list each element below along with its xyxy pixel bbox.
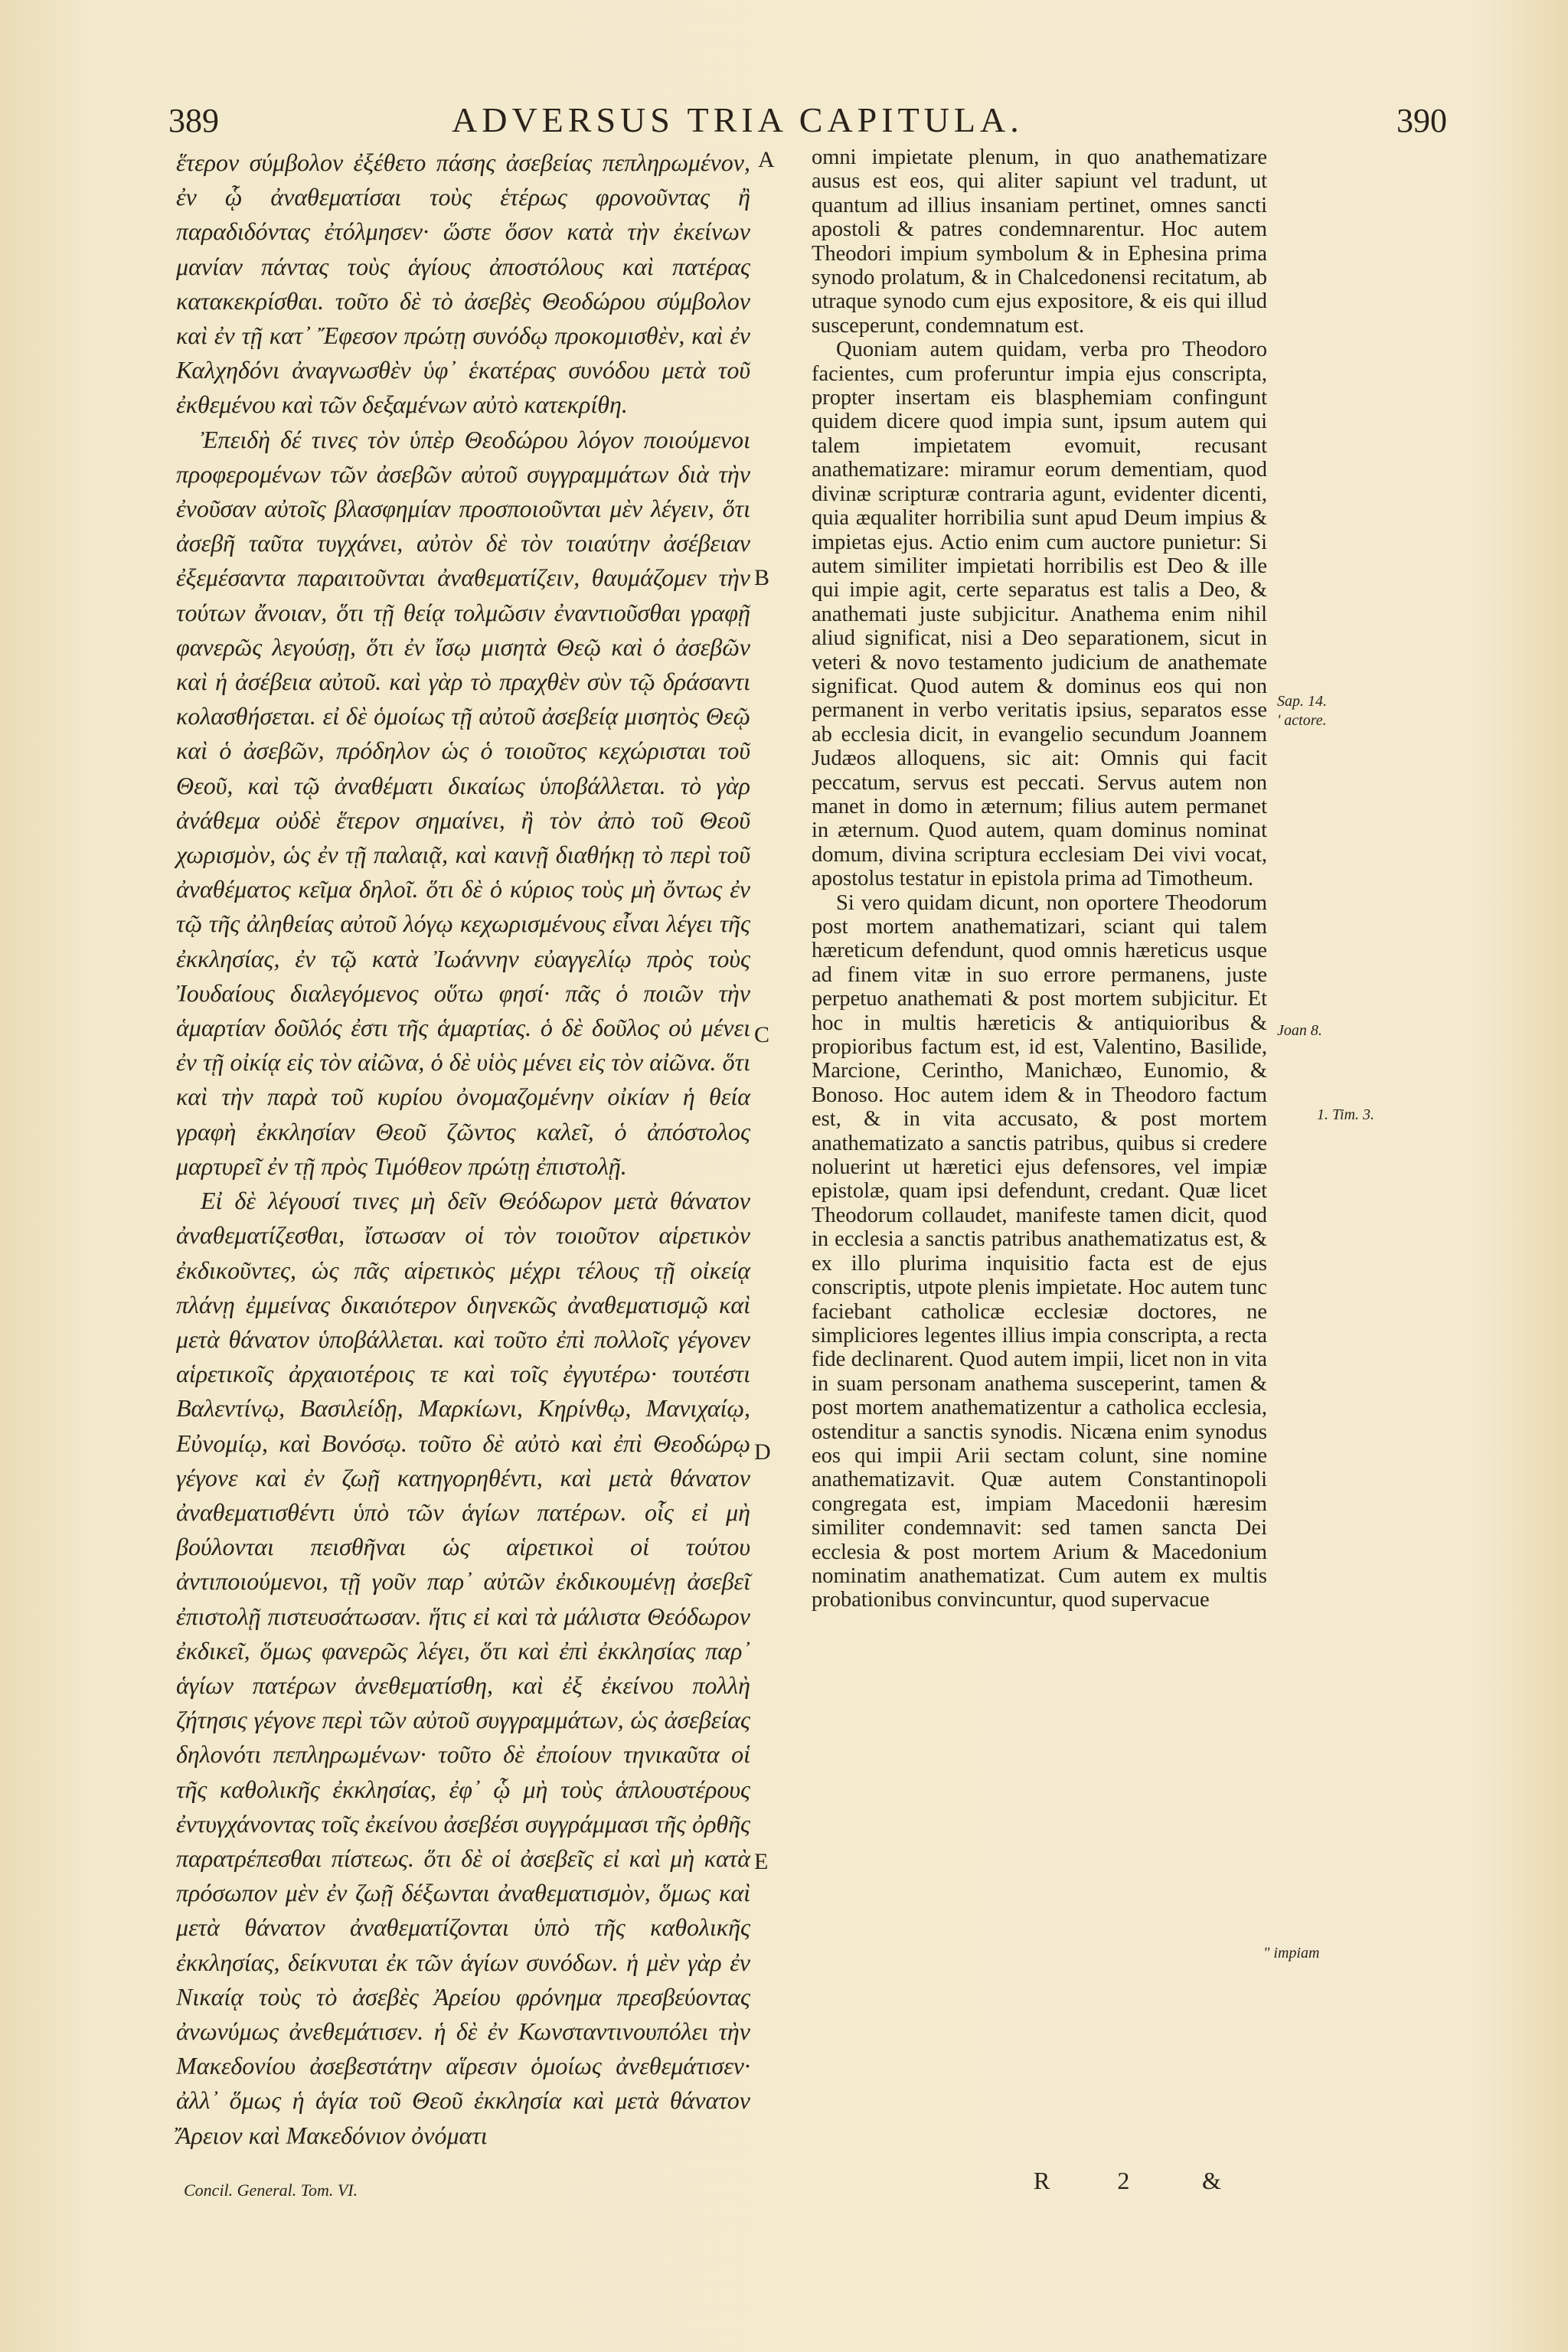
section-marker-c: C xyxy=(754,1022,770,1047)
section-marker-e: E xyxy=(754,1849,769,1874)
greek-paragraph: Εἰ δὲ λέγουσί τινες μὴ δεῖν Θεόδωρον μετὰ θάνατον ἀναθεματίζεσθαι, ἴστωσαν οἱ τὸν τοιοῦτον αἱρετικὸν ἐκδικοῦντες, ὡς πᾶς αἱρετικὸς μέχρι τέλους τῇ οἰκείᾳ πλάνῃ ἐμμείνας δικαιότερον διηνεκῶς ἀναθεματισμῷ καὶ μετὰ θάνατον ὑποβάλλεται. καὶ τοῦτο ἐπὶ πολλοῖς γέγονεν αἱρετικοῖς ἀρχαιοτέροις τε καὶ τοῖς ἐγγυτέρω· τουτέστι Βαλεντίνῳ, Βασιλείδῃ, Μαρκίωνι, Κηρίνθῳ, Μανιχαίῳ, Εὐνομίῳ, καὶ Βονόσῳ. τοῦτο δὲ αὐτὸ καὶ ἐπὶ Θεοδώρῳ γέγονε καὶ ἐν ζωῇ κατηγορηθέντι, καὶ μετὰ θάνατον ἀναθεματισθέντι ὑπὸ τῶν ἁγίων πατέρων. οἷς εἰ μὴ βούλονται πεισθῆναι ὡς αἱρετικοὶ οἱ τούτου ἀντιποιούμενοι, τῇ γοῦν παρ᾽ αὐτῶν ἐκδικουμένῃ ἀσεβεῖ ἐπιστολῇ πιστευσάτωσαν. ἥτις εἰ καὶ τὰ μάλιστα Θεόδωρον ἐκδικεῖ, ὅμως φανερῶς λέγει, ὅτι καὶ ἐπὶ ἐκκλησίας παρ᾽ ἁγίων πατέρων ἀνεθεματίσθη, καὶ ἐξ ἐκείνου πολλὴ ζήτησις γέγονε περὶ τῶν αὐτοῦ συγγραμμάτων, ὡς ἀσεβείας δηλονότι πεπληρωμένων· τοῦτο δὲ ἐποίουν τηνικαῦτα οἱ τῆς καθολικῆς ἐκκλησίας, ἐφ᾽ ᾧ μὴ τοὺς ἁπλουστέρους ἐντυγχάνοντας τοῖς ἐκείνου ἀσεβέσι συγγράμμασι τῆς ὀρθῆς παρατρέπεσθαι πίστεως. ὅτι δὲ οἱ ἀσεβεῖς εἰ καὶ μὴ κατὰ πρόσωπον μὲν ἐν ζωῇ δέξωνται ἀναθεματισμὸν, ὅμως καὶ μετὰ θάνατον ἀναθεματίζονται ὑπὸ τῆς καθολικῆς ἐκκλησίας, δείκνυται ἐκ τῶν ἁγίων συνόδων. ἡ μὲν γὰρ ἐν Νικαίᾳ τοὺς τὸ ἀσεβὲς Ἀρείου φρόνημα πρεσβεύοντας ἀνωνύμως ἀνεθεμάτισεν. ἡ δὲ ἐν Κωνσταντινουπόλει τὴν Μακεδονίου ἀσεβεστάτην αἵρεσιν ὁμοίως ἀνεθεμάτισεν· ἀλλ᾽ ὅμως ἡ ἁγία τοῦ Θεοῦ ἐκκλησία καὶ μετὰ θάνατον Ἄρειον καὶ Μακεδόνιον ὀνόματι xyxy=(176,1187,750,2149)
catchword: & xyxy=(1202,2167,1221,2194)
printer-signature: R 2 xyxy=(1034,2167,1161,2194)
running-title: ADVERSUS TRIA CAPITULA. xyxy=(452,100,1024,139)
latin-paragraph: omni impietate plenum, in quo anathematizare ausus est eos, qui aliter sapiunt vel tradunt, ut quantum ad illius insaniam pertinet, omnes sancti apostoli & patres condemnarentur. Hoc autem Theodori impium symbolum & in Ephesina prima synodo prolatum, & in Chalcedonensi recitatum, ab utraque synodo cum ejus expositore, & eis qui illud susceperunt, condemnatum est. xyxy=(812,145,1267,338)
marginal-note-joan: Joan 8. xyxy=(1277,1022,1322,1039)
latin-paragraph: Quoniam autem quidam, verba pro Theodoro facientes, cum proferuntur impia ejus conscripta, propter insertam eis blasphemiam confingunt quidem dicere quod impia sunt, ipsum autem qui talem impietatem evomuit, recusant anathematizare: miramur eorum dementiam, quod divinæ scripturæ contraria agunt, evidenter dicenti, quia æqualiter horribilia sunt apud Deum impius & impietas ejus. Actio enim cum auctore punietur: Si autem similiter impietati horribilis est Deo & ille qui impie agit, certe separatus est talis a Deo, & anathemati juste subjicitur. Anathema enim nihil aliud significat, nisi a Deo separationem, sicut in veteri & novo testamento judicium de anathemate significat. Quod autem & dominus eos qui non permanent in verbo veritatis ipsius, separatos esse ab ecclesia dicit, in evangelio secundum Joannem Judæos alloquens, sic ait: Omnis qui facit peccatum, servus est peccati. Servus autem non manet in domo in æternum; filius autem permanet in æternum. Quod autem, quam dominus nominat domum, divina scriptura ecclesiam Dei vivi vocat, apostolus testatur in epistola prima ad Timotheum. xyxy=(812,338,1267,891)
section-marker-d: D xyxy=(754,1439,771,1465)
right-page-number: 390 xyxy=(1396,102,1447,139)
latin-column xyxy=(812,145,1267,1612)
footer-signature-note: Concil. General. Tom. VI. xyxy=(184,2180,358,2200)
marginal-note-tim: 1. Tim. 3. xyxy=(1317,1106,1375,1123)
section-marker-b: B xyxy=(754,565,770,590)
marginal-note-impiam: ʺ impiam xyxy=(1263,1945,1320,1962)
greek-paragraph: ἕτερον σύμβολον ἐξέθετο πάσης ἀσεβείας πεπληρωμένον, ἐν ᾧ ἀναθεματίσαι τοὺς ἑτέρως φρονοῦντας ἢ παραδιδόντας ἐτόλμησεν· ὥστε ὅσον κατὰ τὴν ἐκείνων μανίαν πάντας τοὺς ἁγίους ἀποστόλους καὶ πατέρας κατακεκρίσθαι. τοῦτο δὲ τὸ ἀσεβὲς Θεοδώρου σύμβολον καὶ ἐν τῇ κατ᾽ Ἔφεσον πρώτῃ συνόδῳ προκομισθὲν, καὶ ἐν Καλχηδόνι ἀναγνωσθὲν ὑφ᾽ ἑκατέρας συνόδου μετὰ τοῦ ἐκθεμένου καὶ τῶν δεξαμένων αὐτὸ κατεκρίθη. xyxy=(176,149,750,419)
latin-paragraph: Si vero quidam dicunt, non oportere Theodorum post mortem anathematizari, sciant qui talem hæreticum defendunt, quod omnis hæreticus usque ad finem vitæ in suo errore permanens, juste perpetuo anathemati & post mortem subjicitur. Et hoc in multis hæreticis & antiquioribus & propioribus factum est, id est, Valentino, Basilide, Marcione, Cerintho, Manichæo, Eunomio, & Bonoso. Hoc autem idem & in Theodoro factum est, & in vita accusato, & post mortem anathematizato a sanctis patribus, quibus si credere noluerint ut hæretici ejus defensores, vel impiæ epistolæ, quam ipsi defendunt, credant. Quæ licet Theodorum collaudet, manifeste tamen dicit, quod in ecclesia a sanctis patribus anathematizatus est, & ex illo plurima inquisitio facta est de ejus conscriptis, utpote plenis impietate. Hoc autem tunc faciebant catholicæ ecclesiæ doctores, ne simpliciores legentes illius impia conscripta, a recta fide declinarent. Quod autem impii, licet non in vita in suam personam anathema susceperint, tamen & post mortem anathematizentur a catholica ecclesia, ostenditur a sanctis synodis. Nicæna enim synodus eos qui impii Arii sectam colunt, sine nomine anathematizavit. Quæ autem Constantinopoli congregata est, impiam Macedonii hæresim similiter condemnavit: sed tamen sancta Dei ecclesia & post mortem Arium & Macedonium nominatim anathematizat. Cum autem ex multis probationibus convincuntur, quod supervacue xyxy=(812,890,1267,1612)
left-page-number: 389 xyxy=(168,102,219,139)
greek-paragraph: Ἐπειδὴ δέ τινες τὸν ὑπὲρ Θεοδώρου λόγον ποιούμενοι προφερομένων τῶν ἀσεβῶν αὐτοῦ συγγραμμάτων διὰ τὴν ἐνοῦσαν αὐτοῖς βλασφημίαν προσποιοῦνται μὲν λέγειν, ὅτι ἀσεβῆ ταῦτα τυγχάνει, αὐτὸν δὲ τὸν τοιαύτην ἀσέβειαν ἐξεμέσαντα παραιτοῦνται ἀναθεματίζειν, θαυμάζομεν τὴν τούτων ἄνοιαν, ὅτι τῇ θείᾳ τολμῶσιν ἐναντιοῦσθαι γραφῇ φανερῶς λεγούσῃ, ὅτι ἐν ἴσῳ μισητὰ Θεῷ καὶ ὁ ἀσεβῶν καὶ ἡ ἀσέβεια αὐτοῦ. καὶ γὰρ τὸ πραχθὲν σὺν τῷ δράσαντι κολασθήσεται. εἰ δὲ ὁμοίως τῇ αὐτοῦ ἀσεβείᾳ μισητὸς Θεῷ καὶ ὁ ἀσεβῶν, πρόδηλον ὡς ὁ τοιοῦτος κεχώρισται τοῦ Θεοῦ, καὶ τῷ ἀναθέματι δικαίως ὑποβάλλεται. τὸ γὰρ ἀνάθεμα οὐδὲ ἕτερον σημαίνει, ἢ τὸν ἀπὸ τοῦ Θεοῦ χωρισμὸν, ὡς ἐν τῇ παλαιᾷ, καὶ καινῇ διαθήκῃ τὸ περὶ τοῦ ἀναθέματος κεῖμα δηλοῖ. ὅτι δὲ ὁ κύριος τοὺς μὴ ὄντως ἐν τῷ τῆς ἀληθείας αὐτοῦ λόγῳ κεχωρισμένους εἶναι λέγει τῆς ἐκκλησίας, ἐν τῷ κατὰ Ἰωάννην εὐαγγελίῳ πρὸς τοὺς Ἰουδαίους διαλεγόμενος οὕτω φησί· πᾶς ὁ ποιῶν τὴν ἁμαρτίαν δοῦλός ἐστι τῆς ἁμαρτίας. ὁ δὲ δοῦλος οὐ μένει ἐν τῇ οἰκίᾳ εἰς τὸν αἰῶνα, ὁ δὲ υἱὸς μένει εἰς τὸν αἰῶνα. ὅτι καὶ τὴν παρὰ τοῦ κυρίου ὀνομαζομένην οἰκίαν ἡ θεία γραφὴ ἐκκλησίαν Θεοῦ ζῶντος καλεῖ, ὁ ἀπόστολος μαρτυρεῖ ἐν τῇ πρὸς Τιμόθεον πρώτῃ ἐπιστολῇ. xyxy=(176,425,750,1180)
page-header xyxy=(153,92,1447,145)
greek-column xyxy=(176,145,750,2153)
marginal-note-sap: Sap. 14. xyxy=(1277,693,1327,710)
section-marker-a: A xyxy=(758,147,775,172)
marginal-note-actore: ʹ actore. xyxy=(1277,712,1327,729)
